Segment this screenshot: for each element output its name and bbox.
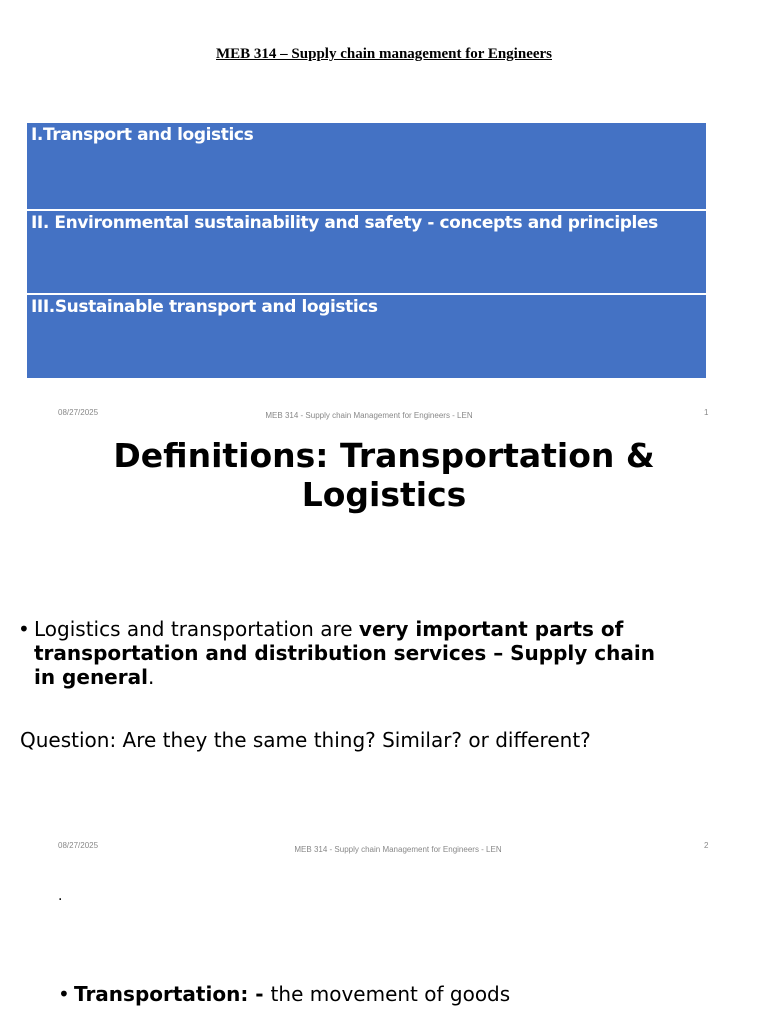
course-title: MEB 314 – Supply chain management for Engineers [216, 46, 552, 62]
bullet-icon: • [58, 982, 70, 1006]
slide2-title-line2: Logistics [301, 475, 467, 514]
bullet-normal-text: Logistics and transportation are [34, 617, 359, 641]
bullet-bold-text-2: transportation and distribution services – Supply chain [34, 641, 655, 665]
bullet-end-text: . [147, 665, 155, 689]
slide3-bullet-text [74, 982, 510, 1006]
slide3-definition: the movement of goods [270, 982, 511, 1006]
topics-list [27, 123, 706, 378]
topic-item-2: II. Environmental sustainability and safety - concepts and principles [27, 211, 706, 293]
slide2-title [0, 436, 768, 514]
slide2-footer-page: 2 [704, 841, 709, 850]
slide1-footer-center: MEB 314 - Supply chain Management for Engineers - LEN [265, 411, 473, 420]
bullet-bold-text-3: in general [34, 665, 148, 689]
bullet-icon: • [18, 617, 30, 641]
topic-item-3: III.Sustainable transport and logistics [27, 295, 706, 378]
slide1-footer-date: 08/27/2025 [58, 408, 99, 417]
slide2-footer-center: MEB 314 - Supply chain Management for Engineers - LEN [294, 845, 502, 854]
slide2-title-line1: Definitions: Transportation & [113, 436, 655, 475]
slide3-term: Transportation: - [74, 982, 271, 1006]
slide2-footer-date: 08/27/2025 [58, 841, 99, 850]
slide3-dot: . [58, 888, 63, 904]
slide1-footer-page: 1 [704, 408, 709, 417]
slide2-question: Question: Are they the same thing? Similar? or different? [20, 728, 591, 752]
bullet-bold-text-1: very important parts of [358, 617, 624, 641]
slide2-bullet-text [34, 617, 655, 689]
slide2-bullet [18, 617, 758, 691]
topic-item-1: I.Transport and logistics [27, 123, 706, 209]
